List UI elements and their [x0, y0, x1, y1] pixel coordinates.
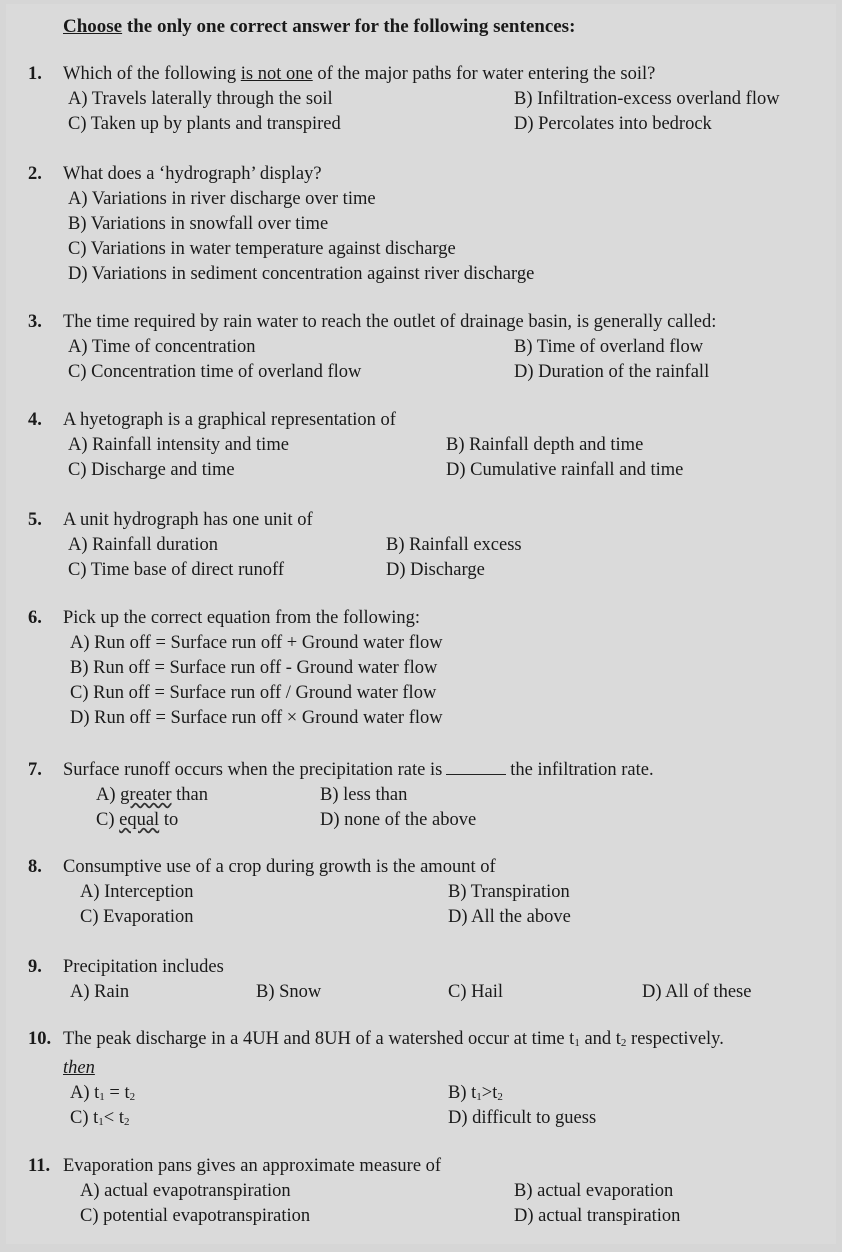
- option-a[interactable]: A) Rain: [70, 982, 130, 1002]
- question-6: 6. Pick up the correct equation from the following: A) Run off = Surface run off + Ground water flow B) Run off = Surface run off - Ground water flow C) Run off = Surface run off / Ground water flow D) Run off = Surface run off × Ground water flow: [6, 606, 836, 731]
- question-5: 5. A unit hydrograph has one unit of A) Rainfall duration B) Rainfall excess C) Time base of direct runoff D) Discharge: [6, 508, 836, 583]
- option-d[interactable]: D) All of these: [642, 982, 752, 1002]
- question-number: 1.: [28, 64, 42, 84]
- question-number: 2.: [28, 164, 42, 184]
- option-d[interactable]: D) none of the above: [320, 810, 477, 830]
- option-a[interactable]: A) Variations in river discharge over time: [68, 189, 376, 209]
- option-c[interactable]: C) Run off = Surface run off / Ground water flow: [70, 683, 437, 703]
- option-c[interactable]: C) potential evapotranspiration: [80, 1206, 311, 1226]
- instructions-title: Choose the only one correct answer for the following sentences:: [63, 16, 576, 37]
- option-d[interactable]: D) actual transpiration: [514, 1206, 681, 1226]
- option-c[interactable]: C) Taken up by plants and transpired: [68, 114, 341, 134]
- option-b[interactable]: B) Snow: [256, 982, 322, 1002]
- question-8: 8. Consumptive use of a crop during growth is the amount of A) Interception B) Transpiration C) Evaporation D) All the above: [6, 855, 836, 930]
- option-b[interactable]: B) less than: [320, 785, 408, 805]
- option-c[interactable]: C) Concentration time of overland flow: [68, 362, 362, 382]
- option-b[interactable]: B) Variations in snowfall over time: [68, 214, 329, 234]
- question-11: 11. Evaporation pans gives an approximate measure of A) actual evapotranspiration B) actual evaporation C) potential evapotranspiration D) actual transpiration: [6, 1154, 836, 1229]
- option-b[interactable]: B) Rainfall depth and time: [446, 435, 644, 455]
- option-c[interactable]: C) Variations in water temperature against discharge: [68, 239, 456, 259]
- question-3: 3. The time required by rain water to reach the outlet of drainage basin, is generally called: A) Time of concentration B) Time of overland flow C) Concentration time of overland flow D) Duration of the rainfall: [6, 310, 836, 385]
- option-d[interactable]: D) difficult to guess: [448, 1108, 597, 1128]
- question-number: 7.: [28, 760, 42, 780]
- option-d[interactable]: D) Duration of the rainfall: [514, 362, 710, 382]
- option-a[interactable]: A) Interception: [80, 882, 194, 902]
- question-7: 7. Surface runoff occurs when the precipitation rate is the infiltration rate. A) greater than B) less than C) equal to D) none of the above: [6, 758, 836, 833]
- option-d[interactable]: D) Variations in sediment concentration against river discharge: [68, 264, 535, 284]
- option-c[interactable]: C) t1< t2: [70, 1108, 130, 1128]
- question-1: 1. Which of the following is not one of the major paths for water entering the soil? A) Travels laterally through the soil B) Infiltration-excess overland flow C) Taken up by plants and transpired D) Percolates into bedrock: [6, 62, 836, 137]
- question-number: 3.: [28, 312, 42, 332]
- question-4: 4. A hyetograph is a graphical representation of A) Rainfall intensity and time B) Rainfall depth and time C) Discharge and time D) Cumulative rainfall and time: [6, 408, 836, 483]
- option-a[interactable]: A) Rainfall intensity and time: [68, 435, 289, 455]
- option-c[interactable]: C) Discharge and time: [68, 460, 235, 480]
- question-number: 11.: [28, 1156, 51, 1176]
- question-number: 4.: [28, 410, 42, 430]
- option-b[interactable]: B) Time of overland flow: [514, 337, 704, 357]
- option-d[interactable]: D) Run off = Surface run off × Ground water flow: [70, 708, 443, 728]
- question-number: 10.: [28, 1029, 52, 1049]
- exam-page: [6, 4, 836, 1244]
- option-c[interactable]: C) equal to: [96, 810, 179, 830]
- option-d[interactable]: D) Percolates into bedrock: [514, 114, 712, 134]
- option-b[interactable]: B) Infiltration-excess overland flow: [514, 89, 780, 109]
- question-number: 9.: [28, 957, 42, 977]
- option-b[interactable]: B) Transpiration: [448, 882, 570, 902]
- question-2: 2. What does a ‘hydrograph’ display? A) Variations in river discharge over time B) Variations in snowfall over time C) Variations in water temperature against discharge D) Variations in sediment concentration against river discharge: [6, 162, 836, 287]
- option-c[interactable]: C) Time base of direct runoff: [68, 560, 284, 580]
- option-d[interactable]: D) Discharge: [386, 560, 485, 580]
- option-d[interactable]: D) All the above: [448, 907, 571, 927]
- option-b[interactable]: B) Rainfall excess: [386, 535, 522, 555]
- option-c[interactable]: C) Hail: [448, 982, 503, 1002]
- option-a[interactable]: A) Run off = Surface run off + Ground water flow: [70, 633, 443, 653]
- option-b[interactable]: B) t1>t2: [448, 1083, 503, 1103]
- option-a[interactable]: A) actual evapotranspiration: [80, 1181, 291, 1201]
- question-number: 6.: [28, 608, 42, 628]
- answer-blank: [446, 758, 506, 775]
- option-a[interactable]: A) Time of concentration: [68, 337, 256, 357]
- option-b[interactable]: B) actual evaporation: [514, 1181, 674, 1201]
- option-a[interactable]: A) t1 = t2: [70, 1083, 136, 1103]
- option-d[interactable]: D) Cumulative rainfall and time: [446, 460, 684, 480]
- then-word: then: [63, 1058, 95, 1078]
- option-c[interactable]: C) Evaporation: [80, 907, 194, 927]
- option-a[interactable]: A) Rainfall duration: [68, 535, 219, 555]
- question-9: 9. Precipitation includes A) Rain B) Snow C) Hail D) All of these: [6, 955, 836, 1005]
- question-10: 10. The peak discharge in a 4UH and 8UH of a watershed occur at time t1 and t2 respectively. then A) t1 = t2 B) t1>t2 C) t1< t2 D) difficult to guess: [6, 1027, 836, 1131]
- question-number: 5.: [28, 510, 42, 530]
- question-number: 8.: [28, 857, 42, 877]
- option-a[interactable]: A) Travels laterally through the soil: [68, 89, 333, 109]
- option-b[interactable]: B) Run off = Surface run off - Ground water flow: [70, 658, 438, 678]
- option-a[interactable]: A) greater than: [96, 785, 208, 805]
